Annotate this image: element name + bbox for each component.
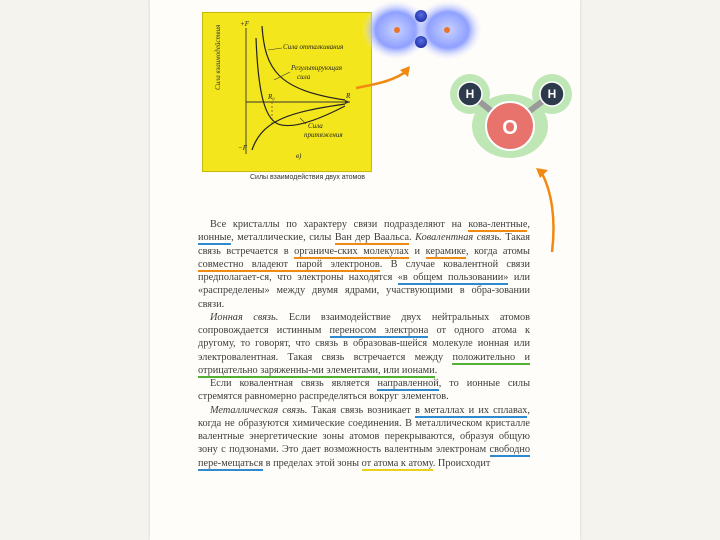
electron-cloud-molecule: [362, 0, 482, 60]
resultant-label-line2: сила: [297, 73, 311, 81]
highlight-atom-to-atom: от атома к атому: [361, 457, 433, 469]
axis-y-negative-label: −F: [238, 144, 247, 152]
paragraph-metallic: [198, 404, 530, 470]
highlight-organic-molecules: органиче-ских молекулах: [294, 245, 409, 257]
heading-metallic-bond: Металлическая связь.: [210, 404, 308, 416]
arrow-to-cloud: [356, 70, 408, 88]
r0-label: R₀: [268, 93, 275, 101]
axis-y-positive-label: +F: [240, 20, 249, 28]
heading-ionic-bond: Ионная связь.: [210, 311, 279, 323]
right-nucleus: [444, 27, 450, 33]
paragraph-ionic: [198, 311, 530, 377]
text-run: . Происходит: [432, 457, 491, 469]
x-axis-label: R: [346, 92, 351, 100]
left-nucleus: [394, 27, 400, 33]
highlight-ceramics: керамике: [425, 245, 467, 257]
text-run: , металлические, силы: [231, 232, 335, 244]
text-run: Такая связь встречается в: [198, 232, 530, 257]
highlight-metals-alloys: в металлах и их сплавах: [415, 404, 528, 416]
text-run: ,: [527, 219, 530, 230]
shared-electron-top: [415, 10, 427, 22]
shared-electron-bottom: [415, 36, 427, 48]
text-run: и: [408, 245, 426, 257]
highlight-directional: направленной: [377, 378, 439, 389]
paragraph-directional: [198, 377, 530, 404]
highlight-shared-pair: совместно владеют парой электронов: [198, 258, 380, 270]
text-run: Такая связь возникает: [307, 404, 416, 416]
hydrogen-left-symbol: H: [465, 87, 475, 101]
highlight-electron-transfer: переносом электрона: [329, 325, 429, 336]
text-run: .: [409, 232, 416, 244]
text-run: . В случае ковалентной связи предполагает-ся, что электроны находятся: [198, 258, 530, 283]
heading-covalent-bond: Ковалентная связь.: [415, 232, 502, 244]
y-axis-label: Сила взаимодействия: [214, 24, 222, 90]
repulsion-label: Сила отталкивания: [283, 43, 344, 51]
text-run: , когда атомы: [466, 245, 530, 257]
highlight-charged-elements: положительно и отрицательно заряженны-ми элементами, или ионами: [198, 351, 530, 376]
text-run: или «распределены» между двумя ядрами, участвующими в обра-зовании связи.: [198, 272, 530, 310]
text-run: .: [434, 364, 438, 376]
water-molecule: [450, 74, 572, 158]
attraction-label-line1: Сила: [308, 122, 323, 130]
text-run: в пределах этой зоны: [263, 457, 362, 469]
figure-caption: Силы взаимодействия двух атомов: [250, 174, 365, 181]
highlight-covalent: кова-лентные: [468, 219, 528, 230]
oxygen-symbol: O: [502, 117, 518, 139]
highlight-move-freely: свободно пере-мещаться: [198, 444, 530, 469]
hydrogen-right-symbol: H: [547, 87, 557, 101]
highlight-common-use: «в общем пользовании»: [397, 272, 509, 283]
paragraph-covalent: [198, 218, 530, 311]
resultant-label-line1: Результирующая: [291, 64, 343, 72]
text-run: Если взаимодействие двух нейтральных атомов сопровождается истинным: [198, 311, 530, 336]
text-run: от одного атома к другому, то говорят, что связь в образовав-шейся молекуле ионная или электровалентная. Такая связь встречается между: [198, 325, 530, 363]
arrow-to-water-head: [536, 168, 548, 178]
panel-letter: в): [296, 152, 302, 160]
highlight-van-der-waals: Ван дер Ваальса: [334, 232, 410, 244]
text-run: Если ковалентная связь является: [210, 378, 378, 389]
attraction-label-line2: притяжения: [304, 131, 343, 139]
arrow-to-water: [540, 170, 554, 252]
text-run: Все кристаллы по характеру связи подразделяют на: [210, 219, 469, 230]
body-text: [198, 218, 530, 470]
highlight-ionic: ионные: [198, 232, 232, 244]
text-run: , то ионные силы стремятся равномерно распределяться вокруг элементов.: [198, 378, 530, 403]
text-run: , когда не образуются химические соединения. В металлическом кристалле валентные энергетические зоны атомов перекрываются, образуя общую зону с подзонами. Это дает возможность валентным электронам: [198, 404, 530, 456]
